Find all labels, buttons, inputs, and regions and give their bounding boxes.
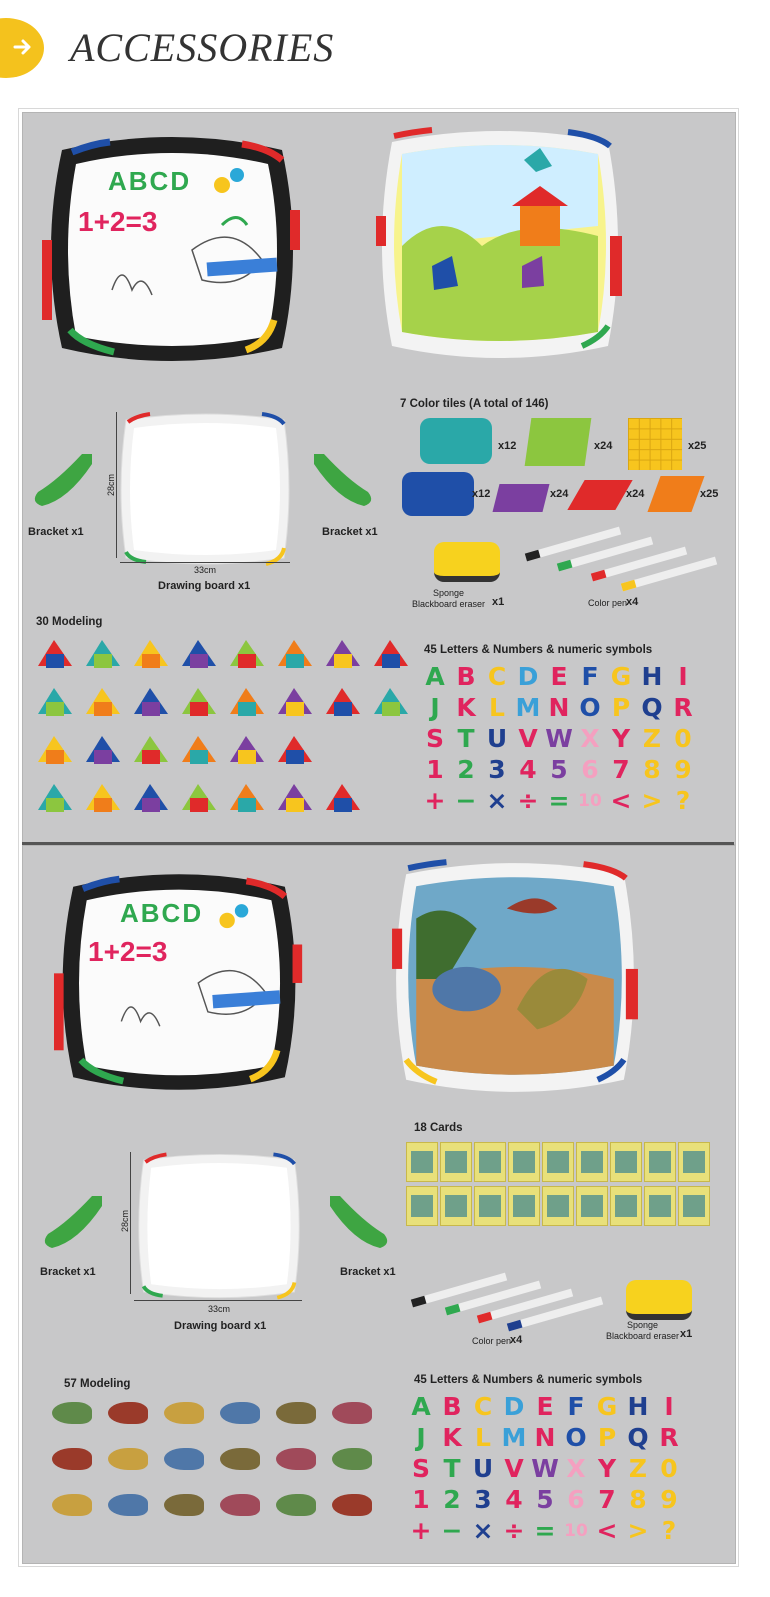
model-shape xyxy=(190,798,208,812)
model-shape xyxy=(46,750,64,764)
pen-label: Color pen xyxy=(588,598,628,608)
model-shape xyxy=(142,750,160,764)
modeling-title: 57 Modeling xyxy=(64,1378,131,1390)
glyph-tile: G xyxy=(596,1392,618,1421)
letters-numbers-grid xyxy=(406,1392,696,1552)
glyph-tile: M xyxy=(515,693,541,722)
glyph-tile: R xyxy=(659,1423,679,1452)
dinosaur-model xyxy=(108,1494,148,1516)
model-shape xyxy=(238,750,256,764)
glyph-tile: 5 xyxy=(536,1485,554,1514)
glyph-tile: G xyxy=(610,662,632,691)
eraser-count: x1 xyxy=(492,596,505,608)
card-thumbnail xyxy=(440,1186,472,1226)
bracket-right-image xyxy=(310,450,378,510)
glyph-tile: × xyxy=(486,786,508,815)
dinosaur-model xyxy=(276,1402,316,1424)
card-thumbnail xyxy=(406,1142,438,1182)
model-shape xyxy=(238,654,256,668)
letters-numbers-grid xyxy=(420,662,710,822)
glyph-tile: Z xyxy=(642,724,662,753)
glyph-tile: U xyxy=(486,724,508,753)
glyph-tile: 7 xyxy=(612,755,630,784)
card-thumbnail xyxy=(508,1186,540,1226)
glyph-tile: B xyxy=(442,1392,462,1421)
dinosaur-model xyxy=(220,1494,260,1516)
glyph-tile: 2 xyxy=(443,1485,461,1514)
glyph-tile: A xyxy=(425,662,445,691)
glyph-tile: Q xyxy=(641,693,663,722)
glyph-tile: 10 xyxy=(564,1521,588,1541)
glyph-tile: ÷ xyxy=(517,786,539,815)
dinosaur-model xyxy=(52,1494,92,1516)
glyph-tile: 6 xyxy=(567,1485,585,1514)
card-thumbnail xyxy=(508,1142,540,1182)
page-title: ACCESSORIES xyxy=(70,25,335,70)
dinosaur-model xyxy=(276,1448,316,1470)
tile-count: x24 xyxy=(626,488,645,500)
model-shape xyxy=(382,654,400,668)
pen-count: x4 xyxy=(626,596,639,608)
glyph-tile: 1 xyxy=(426,755,444,784)
glyph-tile: D xyxy=(517,662,539,691)
glyph-tile: C xyxy=(487,662,507,691)
glyph-tile: P xyxy=(611,693,631,722)
dinosaur-model xyxy=(220,1402,260,1424)
board-front-letters: ABCD xyxy=(120,898,204,928)
dim-width-label: 33cm xyxy=(208,1304,231,1314)
glyph-tile: > xyxy=(641,786,663,815)
eraser-image xyxy=(434,542,500,582)
dinosaur-model xyxy=(332,1448,372,1470)
letters-title: 45 Letters & Numbers & numeric symbols xyxy=(414,1374,643,1386)
glyph-tile: K xyxy=(442,1423,462,1452)
glyph-tile: P xyxy=(597,1423,617,1452)
eraser-image xyxy=(626,1280,692,1320)
dinosaur-model xyxy=(52,1402,92,1424)
model-shape xyxy=(46,702,64,716)
glyph-tile: 1 xyxy=(412,1485,430,1514)
tile-count: x25 xyxy=(688,440,707,452)
model-shape xyxy=(94,654,112,668)
glyph-tile: 0 xyxy=(674,724,692,753)
cards-title: 18 Cards xyxy=(414,1122,463,1134)
dinosaur-model xyxy=(164,1402,204,1424)
tile-group xyxy=(525,418,592,466)
model-shape xyxy=(46,654,64,668)
glyph-tile: 3 xyxy=(474,1485,492,1514)
tile-group xyxy=(402,472,474,516)
eraser-label: Sponge Blackboard eraser xyxy=(606,1320,680,1341)
card-thumbnail xyxy=(576,1186,608,1226)
glyph-tile: E xyxy=(536,1392,554,1421)
model-shape xyxy=(142,798,160,812)
bracket-left-image xyxy=(28,450,96,510)
glyph-tile: O xyxy=(565,1423,587,1452)
eraser-label: Sponge Blackboard eraser xyxy=(412,588,486,609)
glyph-tile: Y xyxy=(597,1454,617,1483)
drawing-board-label: Drawing board x1 xyxy=(158,580,251,592)
card-thumbnail xyxy=(678,1186,710,1226)
bracket-left-label: Bracket x1 xyxy=(28,526,84,538)
cards-grid xyxy=(406,1142,712,1226)
glyph-tile: < xyxy=(610,786,632,815)
glyph-tile: F xyxy=(581,662,599,691)
model-shape xyxy=(334,654,352,668)
glyph-tile: O xyxy=(579,693,601,722)
model-shape xyxy=(94,702,112,716)
tile-count: x25 xyxy=(700,488,719,500)
eraser-count: x1 xyxy=(680,1328,693,1340)
tile-count: x12 xyxy=(472,488,491,500)
tiles-title: 7 Color tiles (A total of 146) xyxy=(400,398,549,410)
glyph-tile: J xyxy=(416,1423,426,1452)
board-front-equation: 1+2=3 xyxy=(88,936,168,967)
card-thumbnail xyxy=(440,1142,472,1182)
card-thumbnail xyxy=(474,1142,506,1182)
glyph-tile: = xyxy=(534,1516,556,1545)
model-shape xyxy=(190,654,208,668)
drawing-board-outline xyxy=(134,1152,304,1302)
glyph-tile: ÷ xyxy=(503,1516,525,1545)
glyph-tile: + xyxy=(424,786,446,815)
dinosaur-model xyxy=(276,1494,316,1516)
model-shape xyxy=(190,702,208,716)
bracket-right-label: Bracket x1 xyxy=(340,1266,396,1278)
arrow-right-icon xyxy=(10,34,36,60)
glyph-tile: × xyxy=(472,1516,494,1545)
board-dinosaur-image xyxy=(386,858,644,1098)
glyph-tile: I xyxy=(664,1392,674,1421)
dinosaur-model xyxy=(164,1494,204,1516)
glyph-tile: = xyxy=(548,786,570,815)
glyph-tile: N xyxy=(548,693,570,722)
glyph-tile: I xyxy=(678,662,688,691)
tile-group xyxy=(420,418,492,464)
dim-width-label: 33cm xyxy=(194,565,217,575)
board-scene-image xyxy=(372,126,628,364)
glyph-tile: V xyxy=(504,1454,524,1483)
model-shape xyxy=(286,750,304,764)
model-shape xyxy=(238,702,256,716)
dim-width-line xyxy=(134,1300,302,1301)
model-shape xyxy=(334,702,352,716)
glyph-tile: D xyxy=(503,1392,525,1421)
glyph-tile: H xyxy=(627,1392,649,1421)
glyph-tile: 4 xyxy=(519,755,537,784)
dim-width-line xyxy=(120,562,290,563)
card-thumbnail xyxy=(406,1186,438,1226)
glyph-tile: T xyxy=(457,724,475,753)
glyph-tile: Q xyxy=(627,1423,649,1452)
glyph-tile: U xyxy=(472,1454,494,1483)
glyph-tile: H xyxy=(641,662,663,691)
dinosaur-model xyxy=(220,1448,260,1470)
board-front-letters: ABCD xyxy=(108,166,192,196)
glyph-tile: 2 xyxy=(457,755,475,784)
glyph-tile: V xyxy=(518,724,538,753)
model-shape xyxy=(382,702,400,716)
modeling-shapes-image xyxy=(28,630,412,820)
glyph-tile: 0 xyxy=(660,1454,678,1483)
glyph-tile: + xyxy=(410,1516,432,1545)
card-thumbnail xyxy=(576,1142,608,1182)
glyph-tile: X xyxy=(566,1454,586,1483)
card-thumbnail xyxy=(610,1142,642,1182)
glyph-tile: 9 xyxy=(660,1485,678,1514)
glyph-tile: R xyxy=(673,693,693,722)
glyph-tile: T xyxy=(443,1454,461,1483)
glyph-tile: W xyxy=(545,724,573,753)
glyph-tile: 5 xyxy=(550,755,568,784)
glyph-tile: W xyxy=(531,1454,559,1483)
dim-height-label: 28cm xyxy=(120,1209,131,1233)
dinosaur-models-grid xyxy=(52,1392,382,1532)
pen-count: x4 xyxy=(510,1334,523,1346)
model-shape xyxy=(94,798,112,812)
model-shape xyxy=(286,654,304,668)
glyph-tile: 8 xyxy=(629,1485,647,1514)
dinosaur-model xyxy=(332,1402,372,1424)
model-shape xyxy=(46,798,64,812)
model-shape xyxy=(286,798,304,812)
card-thumbnail xyxy=(678,1142,710,1182)
glyph-tile: X xyxy=(580,724,600,753)
glyph-tile: 10 xyxy=(578,791,602,811)
glyph-tile: S xyxy=(411,1454,430,1483)
dim-height-label: 28cm xyxy=(106,473,117,497)
model-shape xyxy=(190,750,208,764)
card-thumbnail xyxy=(542,1142,574,1182)
dinosaur-model xyxy=(332,1494,372,1516)
glyph-tile: Z xyxy=(628,1454,648,1483)
glyph-tile: Y xyxy=(611,724,631,753)
model-shape xyxy=(286,702,304,716)
dinosaur-model xyxy=(164,1448,204,1470)
modeling-title: 30 Modeling xyxy=(36,616,103,628)
glyph-tile: − xyxy=(455,786,477,815)
glyph-tile: 3 xyxy=(488,755,506,784)
glyph-tile: E xyxy=(550,662,568,691)
card-thumbnail xyxy=(610,1186,642,1226)
glyph-tile: L xyxy=(489,693,505,722)
dinosaur-model xyxy=(108,1402,148,1424)
model-shape xyxy=(142,702,160,716)
card-thumbnail xyxy=(644,1142,676,1182)
glyph-tile: < xyxy=(596,1516,618,1545)
card-thumbnail xyxy=(474,1186,506,1226)
tile-count: x12 xyxy=(498,440,517,452)
glyph-tile: K xyxy=(456,693,476,722)
glyph-tile: ? xyxy=(661,1516,677,1545)
card-thumbnail xyxy=(542,1186,574,1226)
glyph-tile: S xyxy=(425,724,444,753)
dinosaur-model xyxy=(108,1448,148,1470)
glyph-tile: 7 xyxy=(598,1485,616,1514)
model-shape xyxy=(94,750,112,764)
glyph-tile: L xyxy=(475,1423,491,1452)
dinosaur-model xyxy=(52,1448,92,1470)
letters-title: 45 Letters & Numbers & numeric symbols xyxy=(424,644,653,656)
board-front-equation: 1+2=3 xyxy=(78,206,158,237)
tile-group xyxy=(493,484,550,512)
tile-count: x24 xyxy=(550,488,569,500)
glyph-tile: ? xyxy=(675,786,691,815)
glyph-tile: F xyxy=(567,1392,585,1421)
glyph-tile: 4 xyxy=(505,1485,523,1514)
glyph-tile: 8 xyxy=(643,755,661,784)
dim-height-line xyxy=(116,412,117,558)
glyph-tile: C xyxy=(473,1392,493,1421)
drawing-board-label: Drawing board x1 xyxy=(174,1320,267,1332)
model-shape xyxy=(142,654,160,668)
dim-height-line xyxy=(130,1152,131,1294)
glyph-tile: − xyxy=(441,1516,463,1545)
model-shape xyxy=(334,798,352,812)
bracket-left-image xyxy=(38,1192,106,1252)
glyph-tile: N xyxy=(534,1423,556,1452)
glyph-tile: B xyxy=(456,662,476,691)
glyph-tile: > xyxy=(627,1516,649,1545)
bracket-left-label: Bracket x1 xyxy=(40,1266,96,1278)
model-shape xyxy=(238,798,256,812)
drawing-board-outline xyxy=(116,412,294,568)
card-thumbnail xyxy=(644,1186,676,1226)
tile-count: x24 xyxy=(594,440,613,452)
bracket-right-image xyxy=(326,1192,394,1252)
glyph-tile: A xyxy=(411,1392,431,1421)
glyph-tile: 6 xyxy=(581,755,599,784)
tile-group xyxy=(628,418,682,470)
bracket-right-label: Bracket x1 xyxy=(322,526,378,538)
pen-label: Color pen xyxy=(472,1336,512,1346)
glyph-tile: 9 xyxy=(674,755,692,784)
glyph-tile: J xyxy=(430,693,440,722)
glyph-tile: M xyxy=(501,1423,527,1452)
